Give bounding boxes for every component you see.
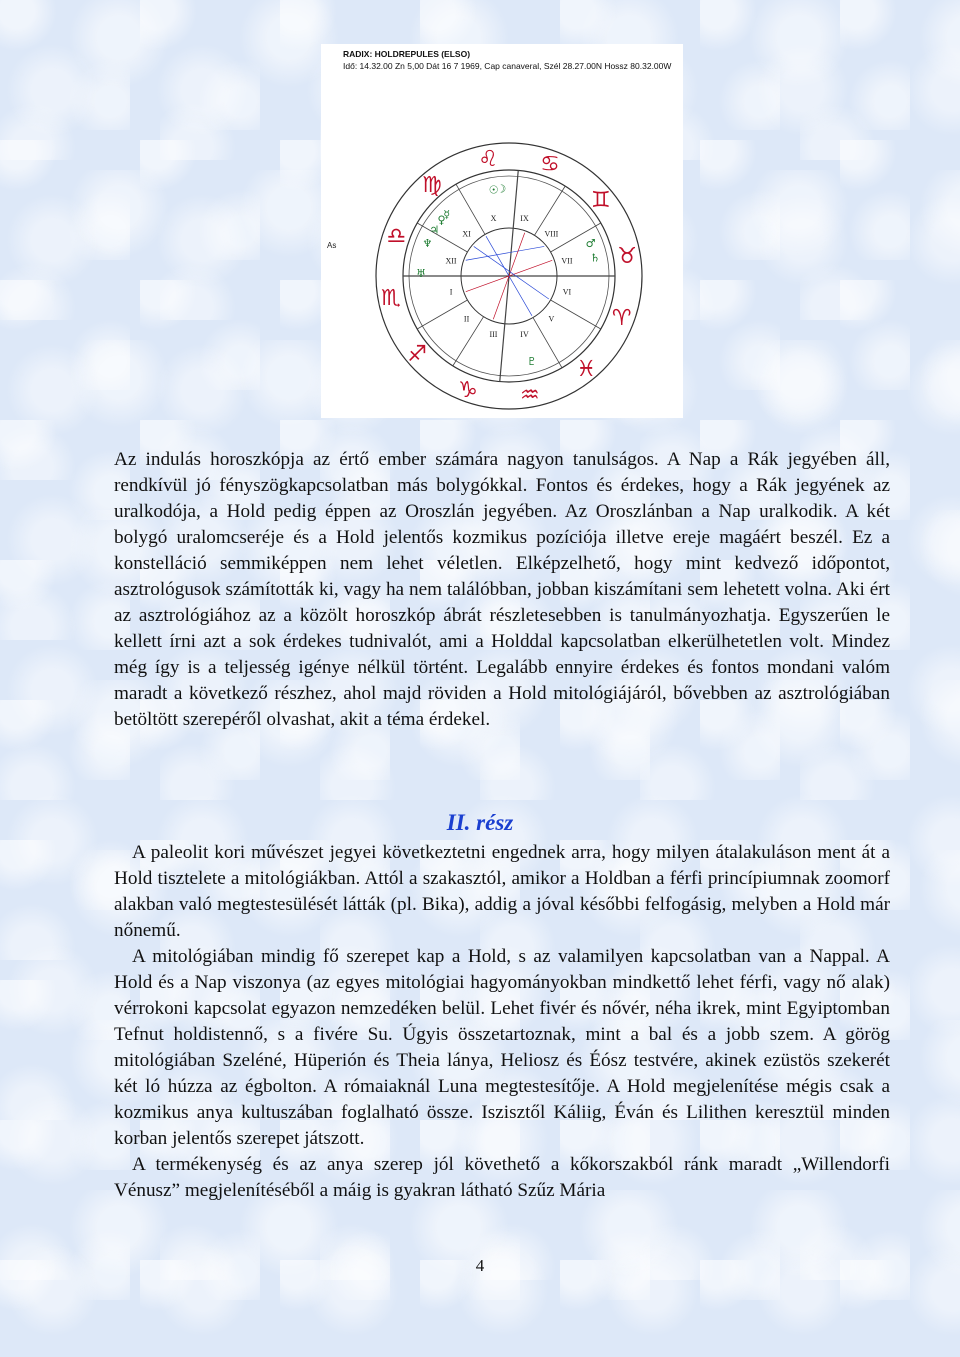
house-cusp-line [509,170,518,276]
house-number: IX [520,214,529,224]
planet-glyph: ☉ [488,183,499,197]
house-number: VII [561,256,573,266]
house-cusp-line [534,186,565,235]
paragraph-intro [114,447,890,733]
section-body [114,840,890,1204]
zodiac-sign-glyph: ♋ [540,152,560,178]
paragraph-fertility: A termékenység és az anya szerep jól követhető a kőkorszakból ránk maradt „Willendorfi Vénusz” megjelenítéséből a máig is gyakran látható Szűz Mária [114,1154,890,1201]
zodiac-sign-glyph: ♍ [421,173,442,199]
house-number: XI [462,229,471,239]
zodiac-sign-glyph: ♊ [591,187,611,213]
house-cusp-line [453,317,484,366]
section-title: II. rész [446,810,514,835]
horoscope-chart [321,44,683,418]
planet-glyph: ☽ [496,182,507,196]
zodiac-sign-glyph: ♏ [380,285,401,311]
zodiac-sign-glyph: ♎ [386,223,407,249]
planet-glyph: ♄ [590,251,601,265]
zodiac-sign-glyph: ♌ [478,146,499,172]
house-cusp-line [456,184,485,234]
zodiac-sign-glyph: ♓ [576,356,597,382]
zodiac-sign-glyph: ♈ [611,306,632,332]
paragraph-mythology: A mitológiában mindig fő szerepet kap a Hold, s az valamilyen kapcsolatban van a Nappal. A Hold és a Nap viszonya (az egyes mitológiai hagyományokban mindkettő lehet férfi, vagy nő alak) vérrokoni kapcsolat egyazon nemzedéken belül. Lehet fivér és nővér, néha ikrek, mint Egyiptomban Tefnut holdistennő, s a fivére Su. Úgyis összetartoznak, mint a bal és a jobb szem. A görög mitológiában Szeléné, Hüperión és Theia lánya, Heliosz és Éósz testvére, akinek ezüstös szekerét két ló húzza az égbolton. A rómaiaknál Luna megtestesítője. A Hold megjelenítése mégis csak a kozmikus anya kultuszában foglalható össze. Iszisztől Káliig, Éván és Lilithen keresztül minden korban jelentős szerepet játszott. [114,946,890,1149]
planet-glyph: ♂ [585,237,596,251]
house-number: III [489,329,498,339]
zodiac-sign-glyph: ♐ [407,342,427,368]
house-cusp-line [417,300,467,329]
house-cusp-line [500,276,509,382]
house-number: X [490,214,497,224]
planet-glyph: ♆ [422,237,433,251]
horoscope-wheel [321,44,683,418]
house-number: IV [520,329,529,339]
house-number: V [548,314,555,324]
aspect-line [466,246,544,260]
house-number: VI [562,287,572,297]
house-number: XII [445,256,457,266]
chart-header-title: RADIX: HOLDREPULES (ELSO) [343,49,471,59]
ascendant-label: As [327,241,337,250]
house-number: VIII [544,229,559,239]
house-number: II [463,314,470,324]
house-cusp-line [533,318,562,368]
paragraph-paleolithic: A paleolit kori művészet jegyei következtetni engednek arra, hogy milyen átalakuláson ment át a Hold tisztelete a mitológiákban. Attól a szakasztól, amikor a Holdban a férfi princípiumnak zoomorf alakban való megtestesülését látták (pl. Bika), addig a jóval későbbi felfogásig, melyben a Hold már nőnemű. [114,842,890,941]
planet-glyph: ♅ [416,266,426,280]
zodiac-sign-glyph: ♒ [519,383,540,409]
page-number: 4 [475,1256,485,1275]
planet-glyph: ♀ [437,213,446,227]
planet-glyph: ♃ [429,223,440,237]
house-cusp-line [548,300,601,329]
paragraph-text: Az indulás horoszkópja az értő ember számára nagyon tanulságos. A Nap a Rák jegyében áll, rendkívül jó fényszögkapcsolatban más bolygókkal. Fontos és érdekes, hogy a Rák jegyének az uralkodója, a Hold pedig éppen az Oroszlán jegyében. Az Oroszlánban a Nap uralkodik. A két bolygó uralomcseréje és a Hold jelentős kozmikus pozíciója illetve ereje magáért beszél. Ez a konstelláció semmiképpen nem lehet véletlen. Elképzelhető, hogy mint kedvező időpontot, asztrológusok számították ki, vagy ha nem találóbban, jobban kiszámítani sem lehetett volna. Aki ért az asztrológiához az a közölt horoszkóp ábrát részletesebben is tanulmányozhatja. Egyszerűen le kellett írni azt a sok érdekes tudnivalót, ami a Holddal kapcsolatban elkerülhetetlen volt. Mindez még így is a teljesség igénye nélkül történt. Legalább ennyire érdekes és fontos mondani valóm maradt a következő részhez, ahol majd röviden a Hold mitológiájáról, bővebben az asztrológiában betöltött szerepéről olvashat, akit a téma érdekel. [114,449,890,730]
planet-glyph: ♇ [526,355,537,369]
chart-header-details: Idő: 14.32.00 Zn 5,00 Dát 16 7 1969, Cap canaveral, Szél 28.27.00N Hossz 80.32.00W [343,61,672,71]
zodiac-sign-glyph: ♉ [617,244,638,270]
house-number: I [449,287,453,297]
planet-glyph: ☿ [443,207,451,221]
zodiac-sign-glyph: ♑ [458,377,478,403]
